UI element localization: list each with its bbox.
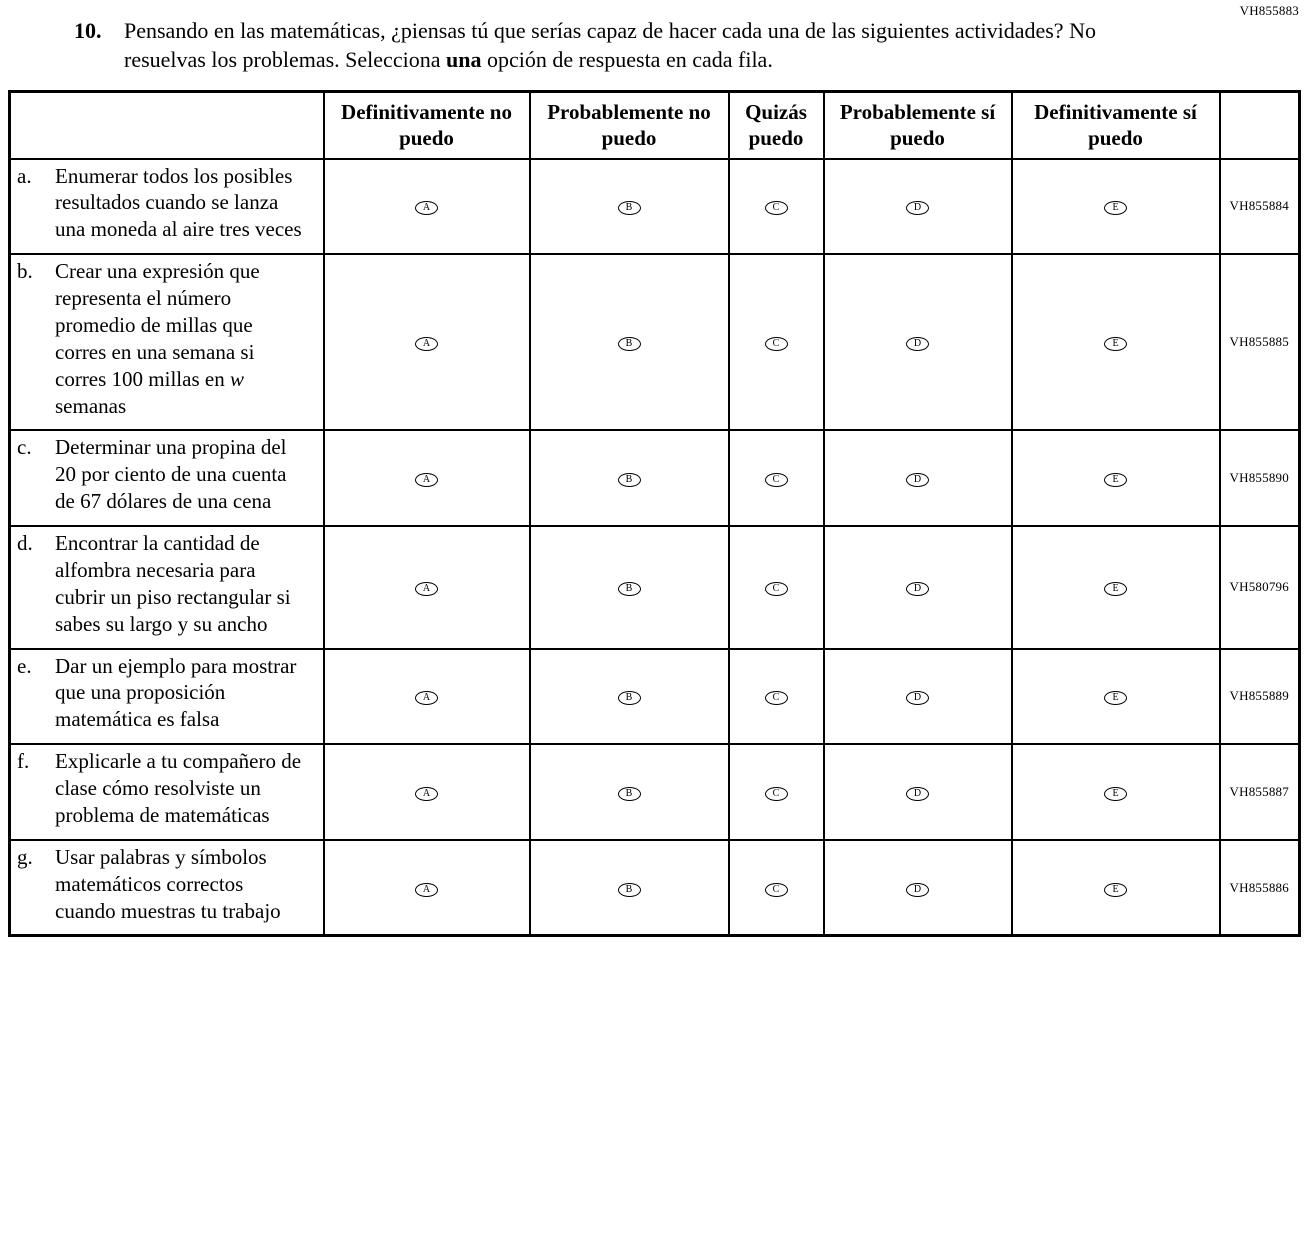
option-cell-e[interactable] xyxy=(1012,159,1220,255)
item-letter: b. xyxy=(17,259,33,284)
table-row-a xyxy=(10,159,1300,255)
item-text xyxy=(55,434,307,515)
item-code: VH855884 xyxy=(1220,159,1300,255)
item-code: VH855886 xyxy=(1220,840,1300,936)
header-definitely-cannot: Definitivamente no puedo xyxy=(324,92,530,159)
header-maybe-can: Quizás puedo xyxy=(729,92,824,159)
question-text xyxy=(124,16,1096,74)
option-cell-b[interactable] xyxy=(530,649,729,745)
option-cell-c[interactable] xyxy=(729,159,824,255)
option-cell-d[interactable] xyxy=(824,649,1012,745)
option-e-bubble[interactable]: E xyxy=(1104,883,1127,897)
option-c-bubble[interactable]: C xyxy=(765,883,788,897)
item-text-main: Crear una expresión que representa el número promedio de millas que corres en una semana si corres 100 millas en xyxy=(55,259,260,391)
item-letter: d. xyxy=(17,531,33,556)
option-d-bubble[interactable]: D xyxy=(906,691,929,705)
option-cell-b[interactable] xyxy=(530,744,729,840)
option-c-bubble[interactable]: C xyxy=(765,201,788,215)
option-b-bubble[interactable]: B xyxy=(618,883,641,897)
option-a-bubble[interactable]: A xyxy=(415,582,438,596)
option-cell-c[interactable] xyxy=(729,526,824,649)
option-c-bubble[interactable]: C xyxy=(765,473,788,487)
option-cell-b[interactable] xyxy=(530,526,729,649)
option-a-bubble[interactable]: A xyxy=(415,201,438,215)
header-probably-cannot: Probablemente no puedo xyxy=(530,92,729,159)
option-e-bubble[interactable]: E xyxy=(1104,473,1127,487)
question-text-part1: Pensando en las matemáticas, ¿piensas tú que serías capaz de hacer cada una de las siguientes actividades? No resuelvas los problemas. Selecciona xyxy=(124,18,1096,73)
option-d-bubble[interactable]: D xyxy=(906,883,929,897)
item-text xyxy=(55,530,307,638)
option-c-bubble[interactable]: C xyxy=(765,337,788,351)
header-probably-can: Probablemente sí puedo xyxy=(824,92,1012,159)
item-text xyxy=(55,258,307,419)
option-cell-d[interactable] xyxy=(824,430,1012,526)
item-text-cell xyxy=(10,430,324,526)
item-code: VH855889 xyxy=(1220,649,1300,745)
option-a-bubble[interactable]: A xyxy=(415,337,438,351)
option-cell-c[interactable] xyxy=(729,744,824,840)
item-code: VH580796 xyxy=(1220,526,1300,649)
item-code: VH855887 xyxy=(1220,744,1300,840)
option-d-bubble[interactable]: D xyxy=(906,582,929,596)
option-cell-b[interactable] xyxy=(530,840,729,936)
item-text-main: Determinar una propina del 20 por ciento de una cuenta de 67 dólares de una cena xyxy=(55,435,287,514)
header-code-blank-cell xyxy=(1220,92,1300,159)
item-letter: c. xyxy=(17,435,32,460)
response-grid xyxy=(8,90,1301,937)
option-b-bubble[interactable]: B xyxy=(618,337,641,351)
table-row-g xyxy=(10,840,1300,936)
item-text-cell xyxy=(10,649,324,745)
item-text xyxy=(55,163,307,244)
option-b-bubble[interactable]: B xyxy=(618,787,641,801)
option-cell-e[interactable] xyxy=(1012,526,1220,649)
item-text xyxy=(55,844,307,925)
table-row-c xyxy=(10,430,1300,526)
table-row-e xyxy=(10,649,1300,745)
option-cell-c[interactable] xyxy=(729,254,824,430)
option-e-bubble[interactable]: E xyxy=(1104,337,1127,351)
item-letter: e. xyxy=(17,653,32,678)
option-cell-d[interactable] xyxy=(824,744,1012,840)
option-cell-c[interactable] xyxy=(729,649,824,745)
option-c-bubble[interactable]: C xyxy=(765,691,788,705)
option-cell-a[interactable] xyxy=(324,526,530,649)
option-cell-a[interactable] xyxy=(324,159,530,255)
option-d-bubble[interactable]: D xyxy=(906,201,929,215)
option-cell-a[interactable] xyxy=(324,649,530,745)
option-cell-a[interactable] xyxy=(324,254,530,430)
question-bold-word: una xyxy=(445,47,482,73)
option-e-bubble[interactable]: E xyxy=(1104,582,1127,596)
option-cell-d[interactable] xyxy=(824,254,1012,430)
option-cell-d[interactable] xyxy=(824,840,1012,936)
option-a-bubble[interactable]: A xyxy=(415,883,438,897)
option-e-bubble[interactable]: E xyxy=(1104,201,1127,215)
item-letter: g. xyxy=(17,844,33,869)
option-cell-a[interactable] xyxy=(324,840,530,936)
item-text-main: Dar un ejemplo para mostrar que una proposición matemática es falsa xyxy=(55,653,297,732)
option-e-bubble[interactable]: E xyxy=(1104,787,1127,801)
header-definitely-can: Definitivamente sí puedo xyxy=(1012,92,1220,159)
question xyxy=(0,0,1309,74)
option-b-bubble[interactable]: B xyxy=(618,201,641,215)
item-text-cell xyxy=(10,744,324,840)
item-text-cell xyxy=(10,254,324,430)
item-text-cell xyxy=(10,159,324,255)
option-cell-e[interactable] xyxy=(1012,430,1220,526)
option-cell-d[interactable] xyxy=(824,159,1012,255)
option-cell-c[interactable] xyxy=(729,840,824,936)
table-row-d xyxy=(10,526,1300,649)
item-text-cell xyxy=(10,526,324,649)
table-row-f xyxy=(10,744,1300,840)
option-cell-c[interactable] xyxy=(729,430,824,526)
option-cell-b[interactable] xyxy=(530,254,729,430)
item-text-tail: semanas xyxy=(55,393,127,418)
item-text-main: Explicarle a tu compañero de clase cómo resolviste un problema de matemáticas xyxy=(55,749,302,827)
option-cell-e[interactable] xyxy=(1012,840,1220,936)
option-cell-e[interactable] xyxy=(1012,744,1220,840)
option-b-bubble[interactable]: B xyxy=(618,582,641,596)
option-c-bubble[interactable]: C xyxy=(765,787,788,801)
option-cell-b[interactable] xyxy=(530,159,729,255)
option-cell-d[interactable] xyxy=(824,526,1012,649)
option-a-bubble[interactable]: A xyxy=(415,787,438,801)
question-text-part2: opción de respuesta en cada fila. xyxy=(481,47,773,73)
option-b-bubble[interactable]: B xyxy=(618,473,641,487)
option-cell-a[interactable] xyxy=(324,430,530,526)
item-text-main: Usar palabras y símbolos matemáticos correctos cuando muestras tu trabajo xyxy=(55,844,281,923)
option-cell-a[interactable] xyxy=(324,744,530,840)
page-code: VH855883 xyxy=(1239,3,1299,18)
header-row xyxy=(10,92,1300,159)
item-text-main: Encontrar la cantidad de alfombra necesaria para cubrir un piso rectangular si sabes su largo y su ancho xyxy=(55,531,291,636)
item-text-italic: w xyxy=(229,366,244,391)
table-row-b xyxy=(10,254,1300,430)
option-a-bubble[interactable]: A xyxy=(415,473,438,487)
item-code: VH855890 xyxy=(1220,430,1300,526)
option-d-bubble[interactable]: D xyxy=(906,337,929,351)
item-text xyxy=(55,748,307,829)
option-cell-b[interactable] xyxy=(530,430,729,526)
option-a-bubble[interactable]: A xyxy=(415,691,438,705)
option-cell-e[interactable] xyxy=(1012,254,1220,430)
item-text xyxy=(55,653,307,734)
option-e-bubble[interactable]: E xyxy=(1104,691,1127,705)
option-d-bubble[interactable]: D xyxy=(906,787,929,801)
question-number: 10. xyxy=(74,18,102,43)
header-blank-cell xyxy=(10,92,324,159)
item-letter: a. xyxy=(17,163,32,188)
item-text-main: Enumerar todos los posibles resultados cuando se lanza una moneda al aire tres veces xyxy=(55,163,302,242)
item-text-cell xyxy=(10,840,324,936)
option-b-bubble[interactable]: B xyxy=(618,691,641,705)
item-letter: f. xyxy=(17,749,30,774)
item-code: VH855885 xyxy=(1220,254,1300,430)
option-c-bubble[interactable]: C xyxy=(765,582,788,596)
option-d-bubble[interactable]: D xyxy=(906,473,929,487)
option-cell-e[interactable] xyxy=(1012,649,1220,745)
